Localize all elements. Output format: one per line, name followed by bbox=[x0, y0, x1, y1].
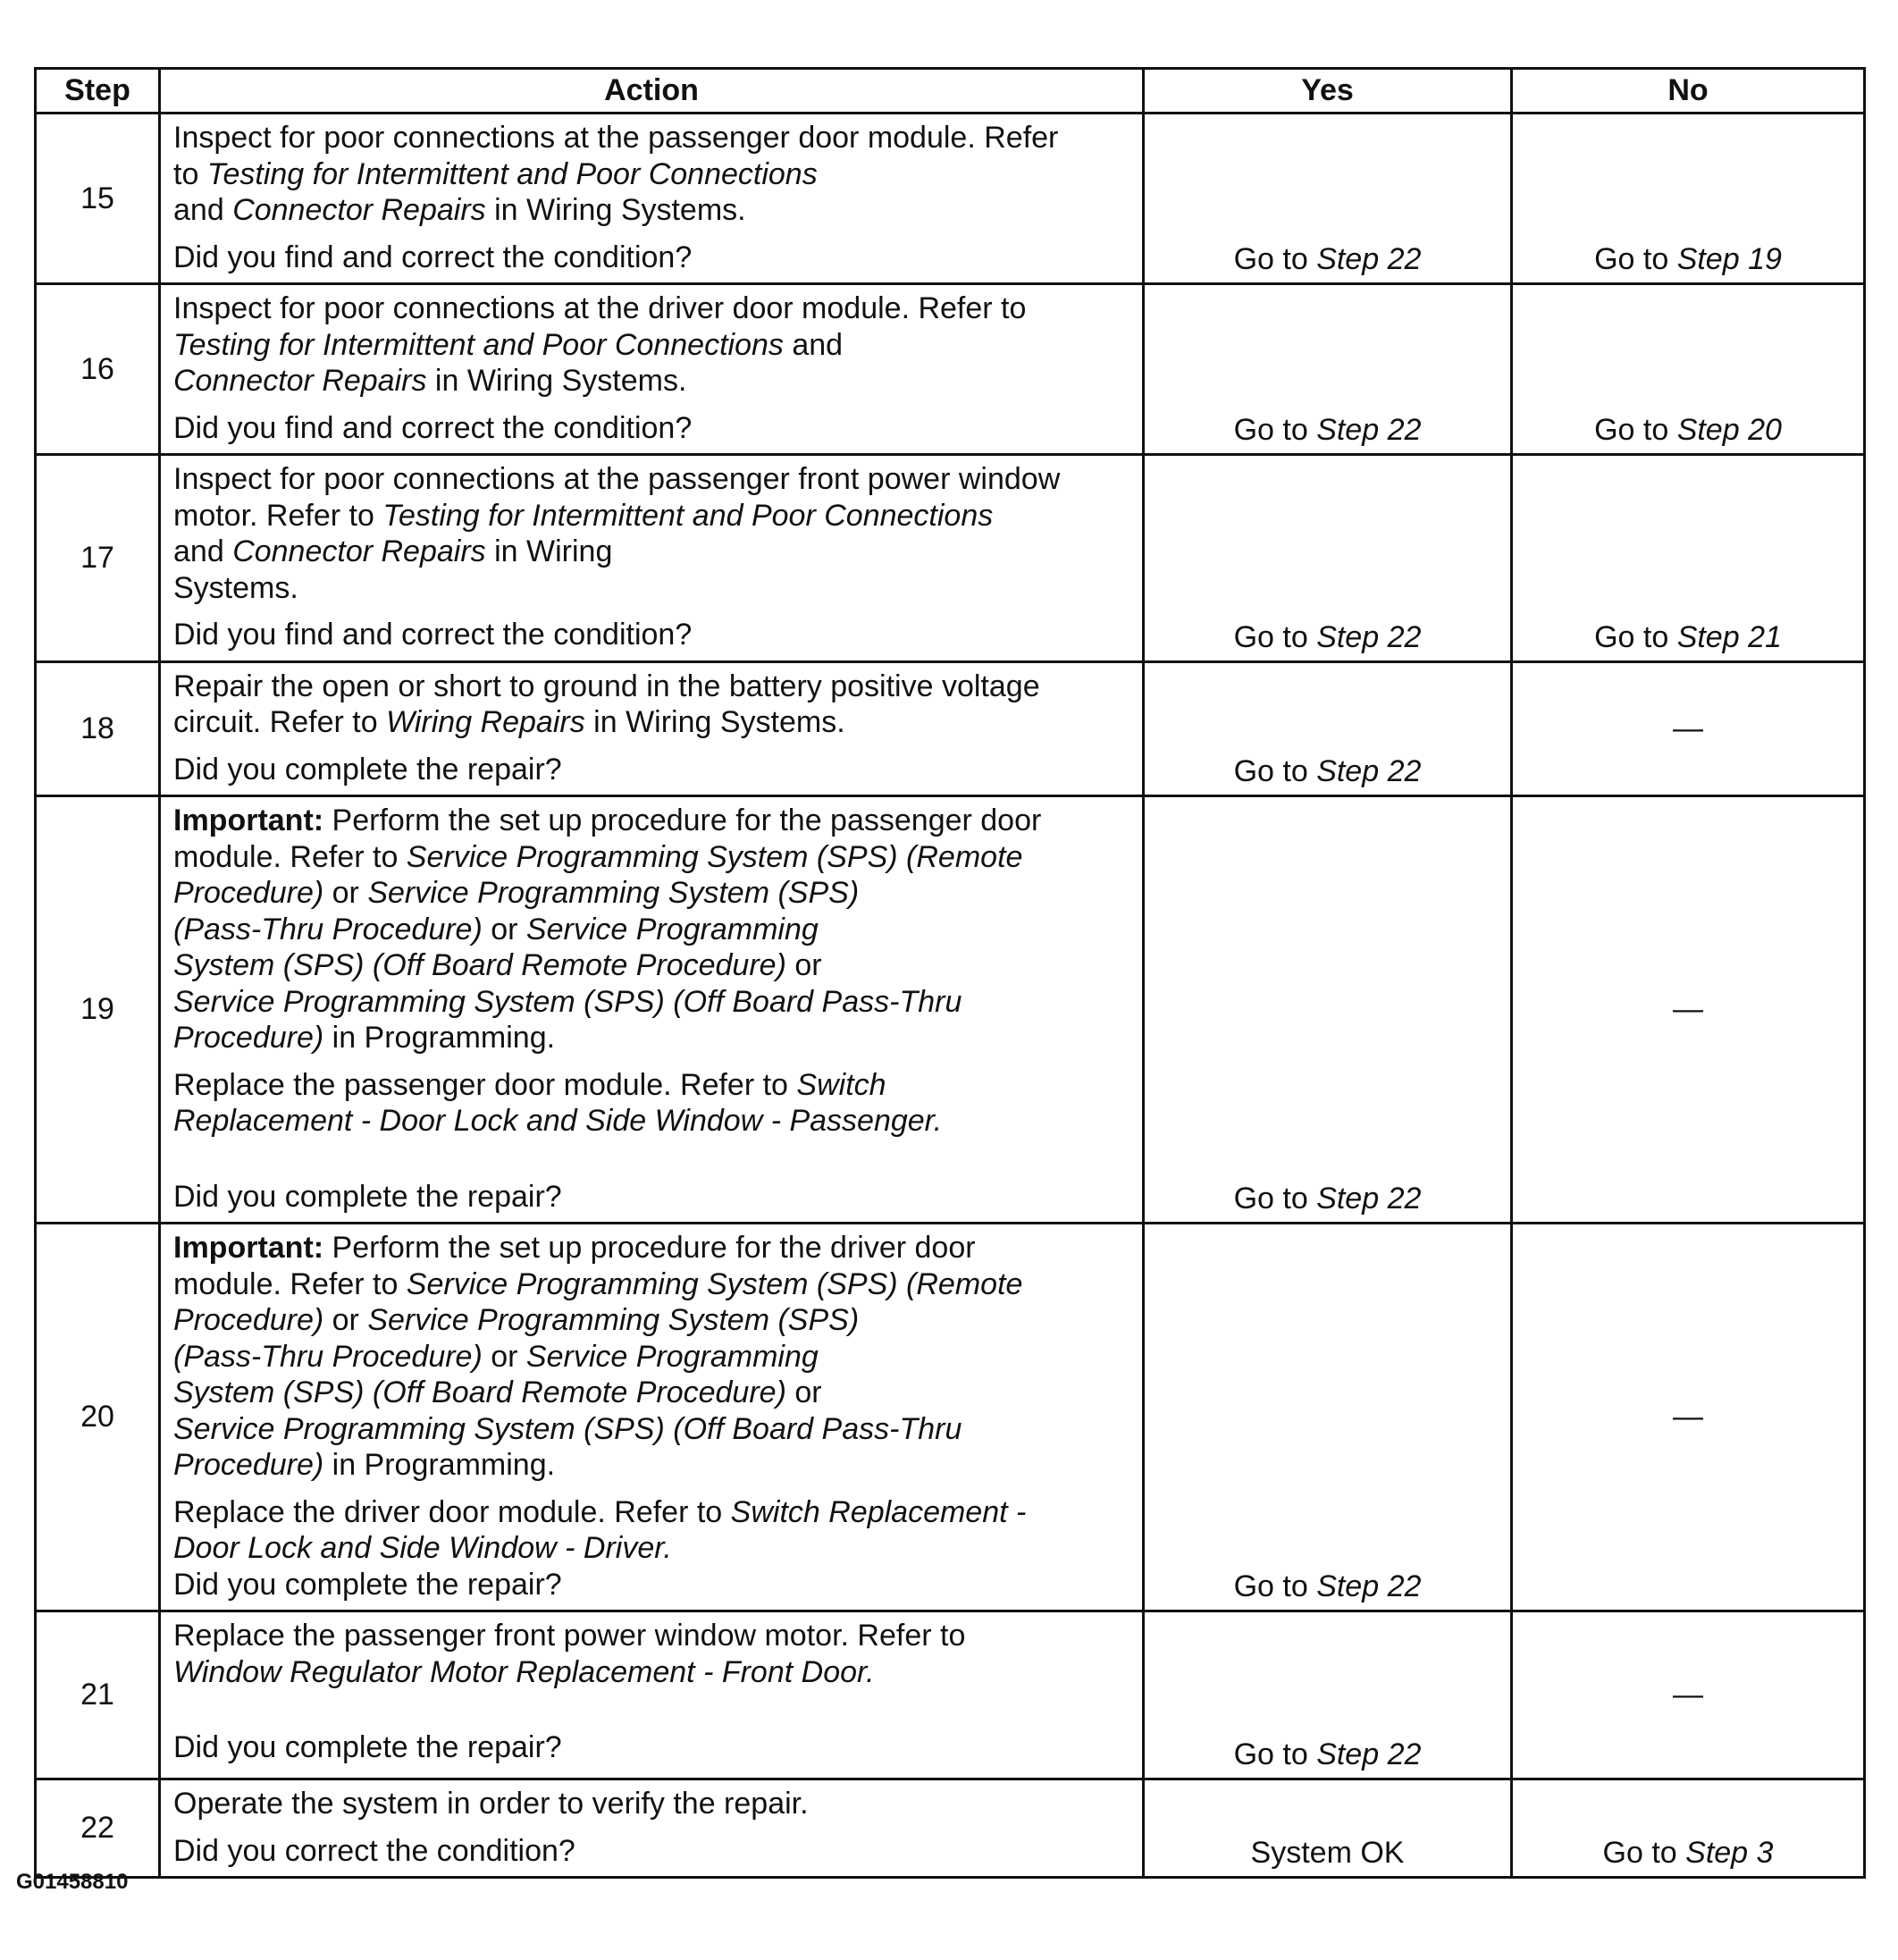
table-row bbox=[36, 661, 1865, 796]
header-step: Step bbox=[36, 69, 160, 114]
step-number: 18 bbox=[36, 661, 160, 796]
step-number: 22 bbox=[36, 1779, 160, 1878]
step-number: 17 bbox=[36, 455, 160, 662]
step-number: 20 bbox=[36, 1224, 160, 1611]
question: Did you complete the repair? bbox=[173, 1567, 562, 1602]
question: Did you find and correct the condition? bbox=[173, 618, 693, 652]
action-cell: Inspect for poor connections at the passenger door module. Refer to Testing for Intermittent and Poor Connections and Connector Repairs in Wiring Systems. Did you find and correct the condition? bbox=[160, 114, 1144, 284]
action-cell: Inspect for poor connections at the passenger front power window motor. Refer to Testing for Intermittent and Poor Connections and Connector Repairs in Wiring Systems. Did you find and correct the condition? bbox=[160, 455, 1144, 662]
question: Did you complete the repair? bbox=[173, 752, 562, 787]
table-row bbox=[36, 284, 1865, 455]
header-no: No bbox=[1512, 69, 1865, 114]
diagnostic-table bbox=[34, 67, 1866, 1879]
table-row bbox=[36, 1611, 1865, 1779]
no-cell: Go to Step 21 bbox=[1512, 455, 1865, 662]
important-label: Important: bbox=[173, 1231, 324, 1265]
yes-cell: Go to Step 22 bbox=[1144, 1611, 1512, 1779]
yes-cell: Go to Step 22 bbox=[1144, 284, 1512, 455]
table-row bbox=[36, 114, 1865, 284]
action-cell: Repair the open or short to ground in the battery positive voltage circuit. Refer to Wiring Repairs in Wiring Systems. Did you complete the repair? bbox=[160, 661, 1144, 796]
question: Did you find and correct the condition? bbox=[173, 410, 693, 445]
no-cell: — bbox=[1512, 661, 1865, 796]
step-number: 21 bbox=[36, 1611, 160, 1779]
action-cell: Important: Perform the set up procedure for the driver door module. Refer to Service Programming System (SPS) (Remote Procedure) or Service Programming System (SPS) (Pass-Thru Procedure) or Service Programming System (SPS) (Off Board Remote Procedure) or Service Programming System (SPS) (Off Board Pass-Thru Procedure) in Programming. Replace the driver door module. Refer to Switch Replacement - Door Lock and Side Window - Driver. Did you complete the repair? bbox=[160, 1224, 1144, 1611]
question: Did you correct the condition? bbox=[173, 1833, 575, 1868]
step-number: 16 bbox=[36, 284, 160, 455]
yes-cell: Go to Step 22 bbox=[1144, 796, 1512, 1224]
yes-cell: System OK bbox=[1144, 1779, 1512, 1878]
table-header-row bbox=[36, 69, 1865, 114]
no-cell: Go to Step 19 bbox=[1512, 114, 1865, 284]
no-cell: — bbox=[1512, 1224, 1865, 1611]
step-number: 15 bbox=[36, 114, 160, 284]
header-yes: Yes bbox=[1144, 69, 1512, 114]
header-action: Action bbox=[160, 69, 1144, 114]
yes-cell: Go to Step 22 bbox=[1144, 661, 1512, 796]
important-label: Important: bbox=[173, 803, 324, 837]
question: Did you complete the repair? bbox=[173, 1730, 562, 1764]
no-cell: — bbox=[1512, 796, 1865, 1224]
no-cell: — bbox=[1512, 1611, 1865, 1779]
table-row bbox=[36, 1779, 1865, 1878]
table-row bbox=[36, 1224, 1865, 1611]
action-cell: Important: Perform the set up procedure for the passenger door module. Refer to Service Programming System (SPS) (Remote Procedure) or Service Programming System (SPS) (Pass-Thru Procedure) or Service Programming System (SPS) (Off Board Remote Procedure) or Service Programming System (SPS) (Off Board Pass-Thru Procedure) in Programming. Replace the passenger door module. Refer to Switch Replacement - Door Lock and Side Window - Passenger. Did you complete the repair? bbox=[160, 796, 1144, 1224]
step-number: 19 bbox=[36, 796, 160, 1224]
table-row bbox=[36, 455, 1865, 662]
table-row bbox=[36, 796, 1865, 1224]
figure-id: G01458810 bbox=[16, 1870, 129, 1894]
question: Did you find and correct the condition? bbox=[173, 240, 693, 274]
question: Did you complete the repair? bbox=[173, 1179, 562, 1214]
action-cell: Replace the passenger front power window motor. Refer to Window Regulator Motor Replacement - Front Door. Did you complete the repair? bbox=[160, 1611, 1144, 1779]
yes-cell: Go to Step 22 bbox=[1144, 1224, 1512, 1611]
yes-cell: Go to Step 22 bbox=[1144, 114, 1512, 284]
yes-cell: Go to Step 22 bbox=[1144, 455, 1512, 662]
action-cell: Operate the system in order to verify the repair. Did you correct the condition? bbox=[160, 1779, 1144, 1878]
action-cell: Inspect for poor connections at the driver door module. Refer to Testing for Intermittent and Poor Connections and Connector Repairs in Wiring Systems. Did you find and correct the condition? bbox=[160, 284, 1144, 455]
no-cell: Go to Step 3 bbox=[1512, 1779, 1865, 1878]
no-cell: Go to Step 20 bbox=[1512, 284, 1865, 455]
